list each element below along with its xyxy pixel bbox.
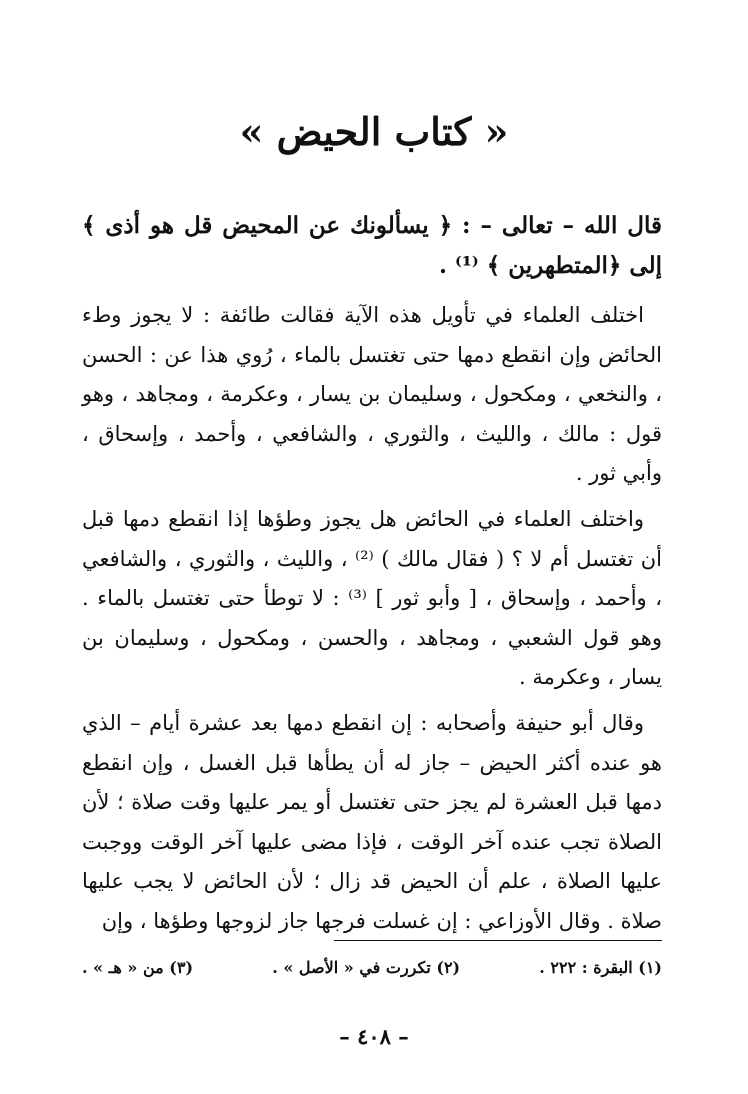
footnotes: [82, 956, 662, 980]
page-number: – ٤٠٨ –: [339, 1024, 409, 1049]
footnote-2: (٢) تكررت في « الأصل » .: [272, 958, 461, 977]
chapter-title: « كتاب الحيض »: [239, 109, 509, 154]
paragraph-3: وقال أبو حنيفة وأصحابه : إن انقطع دمها بعد عشرة أيام – الذي هو عنده أكثر الحيض – جاز له أن يطأها قبل الغسل ، وإن انقطع دمها قبل العشرة لم يجز حتى تغتسل أو يمر عليها وقت صلاة ؛ لأن الصلاة تجب عنده آخر الوقت ، فإذا مضى عليها آخر الوقت ووجبت عليها الصلاة ، علم أن الحيض قد زال ؛ لأن الحائض لا يجب عليها صلاة . وقال الأوزاعي : إن غسلت فرجها جاز لزوجها وطؤها ، وإن: [82, 711, 662, 933]
footnote-divider: [334, 940, 662, 941]
paragraph-1: اختلف العلماء في تأويل هذه الآية فقالت طائفة : لا يجوز وطء الحائض وإن انقطع دمها حتى تغتسل بالماء ، رُوي هذا عن : الحسن ، والنخعي ، ومكحول ، وسليمان بن يسار ، وعكرمة ، ومجاهد ، وهو قول : مالك ، والليث ، والثوري ، والشافعي ، وأحمد ، وإسحاق ، وأبي ثور .: [82, 303, 662, 485]
quran-verse-intro: قال الله – تعالى – : ﴿ يسألونك عن المحيض قل هو أذى ﴾ إلى ﴿المتطهرين ﴾ ⁽¹⁾ .: [82, 212, 662, 279]
footnote-1: (١) البقرة : ٢٢٢ .: [539, 958, 662, 977]
paragraph-2: واختلف العلماء في الحائض هل يجوز وطؤها إذا انقطع دمها قبل أن تغتسل أم لا ؟ ( فقال مالك ) ⁽²⁾ ، والليث ، والثوري ، والشافعي ، وأحمد ، وإسحاق ، [ وأبو ثور ] ⁽³⁾ : لا توطأ حتى تغتسل بالماء . وهو قول الشعبي ، ومجاهد ، والحسن ، ومكحول ، وسليمان بن يسار ، وعكرمة .: [82, 507, 662, 689]
footnote-3: (٣) من « هـ » .: [82, 958, 194, 977]
